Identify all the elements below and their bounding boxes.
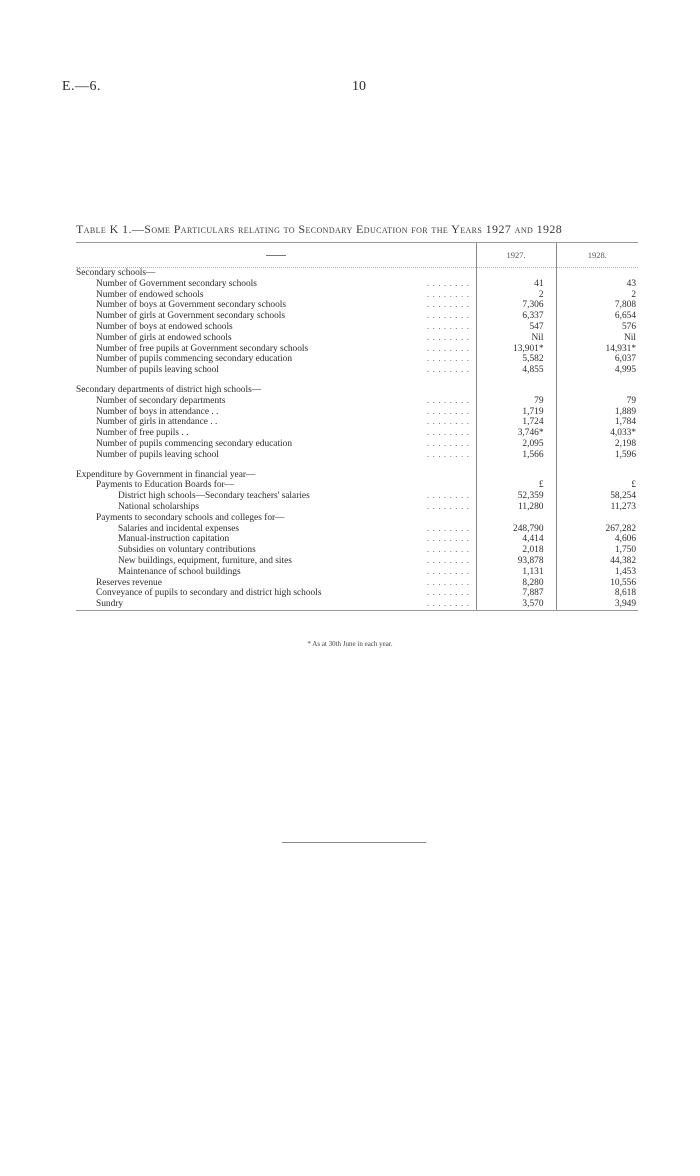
- value-1927: 6,337: [476, 311, 556, 322]
- value-1927: 547: [476, 322, 556, 333]
- row-label-cell: [76, 396, 476, 407]
- row-label: Conveyance of pupils to secondary and district high schools: [96, 588, 322, 599]
- section-heading-row: [76, 385, 638, 396]
- row-label-cell: [76, 491, 476, 502]
- table-footnote: * As at 30th June in each year.: [307, 640, 393, 648]
- header-year-1927: 1927.: [476, 243, 556, 268]
- table-header-row: [76, 243, 638, 268]
- spacer-row: [76, 461, 638, 470]
- table-row: [76, 396, 638, 407]
- value-1927: 248,790: [476, 524, 556, 535]
- value-1928: 4,995: [614, 365, 636, 376]
- row-label: Number of girls at Government secondary schools: [96, 311, 286, 322]
- row-label-cell: [76, 290, 476, 301]
- spacer-cell: [476, 461, 556, 470]
- value-1928: 576: [621, 321, 636, 332]
- leader-dots: . . . . . . . .: [426, 289, 470, 300]
- leader-dots: . . . . . . . .: [426, 523, 470, 534]
- row-label: Number of girls in attendance . .: [96, 417, 218, 428]
- row-label: Secondary departments of district high schools—: [76, 384, 262, 395]
- leader-dots: . . . . . . . .: [426, 428, 470, 439]
- leader-dots: . . . . . . . .: [426, 395, 470, 406]
- value-1927: 11,280: [476, 502, 556, 513]
- row-label-cell: [76, 428, 476, 439]
- row-label: District high schools—Secondary teachers' salaries: [118, 491, 310, 502]
- value-1928: 11,273: [610, 501, 636, 512]
- row-label: Number of pupils leaving school: [96, 365, 219, 376]
- leader-dots: . . . . . . . .: [426, 491, 470, 502]
- row-label-cell: [76, 578, 476, 589]
- value-1927: 52,359: [476, 491, 556, 502]
- row-label-cell: [76, 279, 476, 290]
- table-row: [76, 567, 638, 578]
- leader-dots: . . . . . . . .: [426, 300, 470, 311]
- value-1928: 43: [626, 278, 636, 289]
- value-1927: 79: [476, 396, 556, 407]
- value-1927: [476, 268, 556, 279]
- value-1928: 7,808: [614, 300, 636, 311]
- row-label-cell: [76, 344, 476, 355]
- table-title: Table K 1.—Some Particulars relating to Secondary Education for the Years 1927 and 1928: [76, 222, 563, 236]
- spacer-cell: [76, 376, 476, 385]
- value-1928: £: [631, 480, 636, 491]
- row-label-cell: [76, 354, 476, 365]
- leader-dots: . . . . . . . .: [426, 343, 470, 354]
- leader-dots: . . . . . . . .: [426, 555, 470, 566]
- row-label-cell: [76, 513, 476, 524]
- value-1928: 2: [631, 289, 636, 300]
- value-1928: 267,282: [605, 523, 636, 534]
- spacer-cell: [556, 461, 638, 470]
- row-label: Number of Government secondary schools: [96, 278, 257, 289]
- value-1927: 1,724: [476, 417, 556, 428]
- value-1928: [556, 513, 638, 524]
- row-label-cell: [76, 407, 476, 418]
- row-label-cell: [76, 567, 476, 578]
- leader-dots: . . . . . . . .: [426, 566, 470, 577]
- row-label: Subsidies on voluntary contributions: [118, 545, 256, 556]
- row-label: Number of girls at endowed schools: [96, 332, 232, 343]
- section-heading-row: [76, 470, 638, 481]
- value-1928: 44,382: [610, 555, 636, 566]
- leader-dots: . . . . . . . .: [426, 417, 470, 428]
- table-row: [76, 502, 638, 513]
- leader-dots: . . . . . . . .: [426, 365, 470, 376]
- leader-dots: . . . . . . . .: [426, 278, 470, 289]
- row-label-cell: [76, 502, 476, 513]
- table-row: [76, 322, 638, 333]
- row-label-cell: [76, 450, 476, 461]
- value-1928: 6,654: [614, 311, 636, 322]
- value-1927: [476, 385, 556, 396]
- table-row: [76, 578, 638, 589]
- value-1927: 4,414: [476, 534, 556, 545]
- header-year-1928: 1928.: [556, 243, 638, 268]
- value-1928: 10,556: [610, 577, 636, 588]
- row-label-cell: [76, 385, 476, 396]
- value-1927: 5,582: [476, 354, 556, 365]
- table-row: [76, 534, 638, 545]
- row-label: National scholarships: [118, 501, 199, 512]
- value-1927: 1,719: [476, 407, 556, 418]
- leader-dots: . . . . . . . .: [426, 321, 470, 332]
- table-row: [76, 439, 638, 450]
- table-row: [76, 311, 638, 322]
- row-label-cell: [76, 534, 476, 545]
- value-1928: 8,618: [614, 588, 636, 599]
- row-label-cell: [76, 480, 476, 491]
- value-1928: 1,453: [614, 566, 636, 577]
- leader-dots: . . . . . . . .: [426, 545, 470, 556]
- value-1927: 3,746*: [476, 428, 556, 439]
- page-reference: E.—6.: [62, 79, 102, 94]
- value-1927: 1,566: [476, 450, 556, 461]
- leader-dots: . . . . . . . .: [426, 577, 470, 588]
- table-row: [76, 300, 638, 311]
- row-label: Secondary schools—: [76, 268, 156, 278]
- leader-dots: . . . . . . . .: [426, 534, 470, 545]
- value-1927: 4,855: [476, 365, 556, 376]
- row-label: Number of boys at Government secondary schools: [96, 300, 287, 311]
- spacer-cell: [476, 376, 556, 385]
- spacer-cell: [556, 376, 638, 385]
- table-row: [76, 365, 638, 376]
- dash-mark: [266, 255, 286, 256]
- value-1927: [476, 513, 556, 524]
- leader-dots: . . . . . . . .: [426, 438, 470, 449]
- table-row: [76, 480, 638, 491]
- value-1927: Nil: [476, 333, 556, 344]
- leader-dots: . . . . . . . .: [426, 599, 470, 610]
- section-heading-row: [76, 268, 638, 279]
- row-label-cell: [76, 311, 476, 322]
- value-1928: 1,596: [614, 449, 636, 460]
- value-1928: Nil: [624, 332, 636, 343]
- value-1927: £: [476, 480, 556, 491]
- value-1928: 1,889: [614, 406, 636, 417]
- leader-dots: . . . . . . . .: [426, 501, 470, 512]
- row-label-cell: [76, 322, 476, 333]
- row-label-cell: [76, 333, 476, 344]
- row-label: Number of pupils commencing secondary education: [96, 438, 293, 449]
- table-row: [76, 407, 638, 418]
- value-1928: 3,949: [556, 599, 638, 610]
- row-label: Payments to Education Boards for—: [96, 480, 234, 491]
- leader-dots: . . . . . . . .: [426, 332, 470, 343]
- table-row: [76, 279, 638, 290]
- value-1927: 41: [476, 279, 556, 290]
- header-label-cell: [76, 243, 476, 268]
- table-row: [76, 428, 638, 439]
- row-label: Maintenance of school buildings: [118, 566, 241, 577]
- row-label: New buildings, equipment, furniture, and sites: [118, 555, 292, 566]
- row-label: Number of pupils leaving school: [96, 449, 219, 460]
- table-body: [76, 268, 638, 611]
- row-label: Number of pupils commencing secondary education: [96, 354, 293, 365]
- row-label-cell: [76, 524, 476, 535]
- row-label: Payments to secondary schools and colleges for—: [96, 512, 285, 523]
- value-1927: 7,887: [476, 588, 556, 599]
- value-1928: 4,606: [614, 534, 636, 545]
- table-row: [76, 290, 638, 301]
- row-label: Number of endowed schools: [96, 289, 204, 300]
- table-row: [76, 545, 638, 556]
- leader-dots: . . . . . . . .: [426, 449, 470, 460]
- table-row: [76, 333, 638, 344]
- row-label: Expenditure by Government in financial year—: [76, 469, 256, 480]
- spacer-row: [76, 376, 638, 385]
- table-row: [76, 588, 638, 599]
- value-1927: [476, 470, 556, 481]
- value-1927: 8,280: [476, 578, 556, 589]
- value-1928: 2,198: [614, 438, 636, 449]
- leader-dots: . . . . . . . .: [426, 354, 470, 365]
- value-1927: 2,095: [476, 439, 556, 450]
- value-1928: 14,931*: [605, 343, 636, 354]
- row-label: Number of free pupils . .: [96, 428, 189, 439]
- row-label: Sundry: [96, 599, 124, 610]
- table-row: [76, 354, 638, 365]
- page-number: 10: [352, 79, 366, 94]
- value-1927: 2,018: [476, 545, 556, 556]
- value-1928: [556, 385, 638, 396]
- leader-dots: . . . . . . . .: [426, 406, 470, 417]
- table-row: [76, 524, 638, 535]
- row-label-cell: [76, 417, 476, 428]
- row-label-cell: [76, 556, 476, 567]
- table-row: [76, 344, 638, 355]
- row-label: Number of boys at endowed schools: [96, 321, 233, 332]
- secondary-education-table: [76, 242, 638, 611]
- row-label: Salaries and incidental expenses: [118, 523, 240, 534]
- row-label: Number of boys in attendance . .: [96, 406, 219, 417]
- row-label-cell: [76, 588, 476, 599]
- row-label-cell: [76, 268, 476, 279]
- value-1928: 4,033*: [610, 428, 636, 439]
- value-1928: 79: [626, 395, 636, 406]
- row-label: Number of secondary departments: [96, 395, 226, 406]
- value-1927: 2: [476, 290, 556, 301]
- row-label: Number of free pupils at Government secondary schools: [96, 343, 309, 354]
- value-1928: 6,037: [614, 354, 636, 365]
- row-label-cell: [76, 599, 476, 610]
- row-label: Manual-instruction capitation: [118, 534, 230, 545]
- row-label-cell: [76, 365, 476, 376]
- value-1927: 93,878: [476, 556, 556, 567]
- table-row: [76, 599, 638, 610]
- value-1927: 3,570: [476, 599, 556, 610]
- value-1928: [556, 268, 638, 279]
- closing-rule: [282, 842, 426, 843]
- value-1927: 1,131: [476, 567, 556, 578]
- table-row: [76, 513, 638, 524]
- leader-dots: . . . . . . . .: [426, 588, 470, 599]
- row-label-cell: [76, 470, 476, 481]
- value-1927: 13,901*: [476, 344, 556, 355]
- value-1928: 58,254: [610, 491, 636, 502]
- row-label-cell: [76, 300, 476, 311]
- value-1927: 7,306: [476, 300, 556, 311]
- table-row: [76, 556, 638, 567]
- value-1928: 1,784: [614, 417, 636, 428]
- statistics-table-container: [76, 242, 638, 611]
- spacer-cell: [76, 461, 476, 470]
- row-label: Reserves revenue: [96, 577, 162, 588]
- row-label-cell: [76, 545, 476, 556]
- value-1928: 1,750: [614, 545, 636, 556]
- row-label-cell: [76, 439, 476, 450]
- table-row: [76, 417, 638, 428]
- table-row: [76, 450, 638, 461]
- table-row: [76, 491, 638, 502]
- value-1928: [556, 470, 638, 481]
- leader-dots: . . . . . . . .: [426, 311, 470, 322]
